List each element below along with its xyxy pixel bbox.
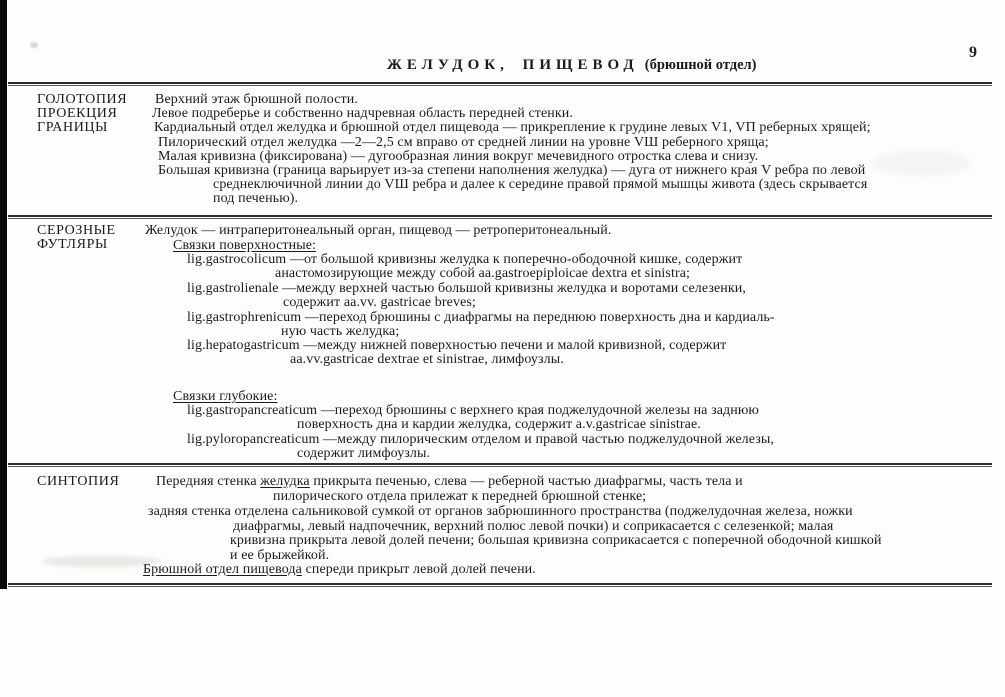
section-label-seroznye: СЕРОЗНЫЕ bbox=[37, 223, 116, 238]
text-line: Малая кривизна (фиксирована) — дугообразная линия вокруг мечевидного отростка слева и снизу. bbox=[158, 149, 759, 164]
text-fragment: Передняя стенка bbox=[156, 474, 261, 489]
ligament-line: ную часть желудка; bbox=[281, 324, 400, 339]
ligament-line: lig.gastrolienale —между верхней частью большой кривизны желудка и воротами селезенки, bbox=[187, 281, 746, 296]
text-line: Верхний этаж брюшной полости. bbox=[155, 92, 358, 107]
page-title-suffix: (брюшной отдел) bbox=[644, 57, 757, 73]
ligament-line: содержит aa.vv. gastricae breves; bbox=[283, 295, 476, 310]
subheading-superficial-ligaments: Связки поверхностные: bbox=[173, 238, 317, 253]
ligament-line: поверхность дна и кардии желудка, содержит a.v.gastricae sinistrae. bbox=[297, 417, 701, 432]
section-label-golotopia: ГОЛОТОПИЯ bbox=[37, 92, 128, 107]
section-label-futlyary: ФУТЛЯРЫ bbox=[37, 237, 108, 252]
section-label-granicy: ГРАНИЦЫ bbox=[37, 120, 108, 135]
section-divider bbox=[8, 215, 992, 219]
text-fragment: спереди прикрыт левой долей печени. bbox=[301, 562, 536, 577]
ligament-line: анастомозирующие между собой aa.gastroepiploicae dextra et sinistra; bbox=[275, 266, 691, 281]
text-line: Желудок — интраперитонеальный орган, пищевод — ретроперитонеальный. bbox=[145, 223, 612, 238]
ligament-line: lig.hepatogastricum —между нижней поверхностью печени и малой кривизной, содержит bbox=[187, 338, 727, 353]
text-line bbox=[156, 474, 743, 489]
scan-smudge bbox=[30, 42, 38, 48]
text-line: Левое подреберье и собственно надчревная область передней стенки. bbox=[152, 106, 573, 121]
text-line: под печенью). bbox=[213, 191, 299, 206]
subheading-deep-ligaments: Связки глубокие: bbox=[173, 389, 278, 404]
text-line: Пилорический отдел желудка —2—2,5 см вправо от средней линии на уровне VШ реберного хряща; bbox=[158, 135, 769, 150]
text-line: кривизна прикрыта левой долей печени; большая кривизна соприкасается с поперечной ободочной кишкой bbox=[230, 533, 882, 548]
underlined-term-zheludka: желудка bbox=[260, 474, 310, 489]
ligament-line: lig.gastropancreaticum —переход брюшины с верхнего края поджелудочной железы на заднюю bbox=[187, 403, 759, 418]
bottom-rule bbox=[8, 583, 992, 587]
text-fragment: прикрыта печенью, слева — реберной частью диафрагмы, часть тела и bbox=[309, 474, 743, 489]
text-line: задняя стенка отделена сальниковой сумкой от органов забрюшинного пространства (поджелудочная железа, ножки bbox=[148, 504, 853, 519]
text-line: Большая кривизна (граница варьирует из-за степени наполнения желудка) — дуга от нижнего края V ребра по левой bbox=[158, 163, 866, 178]
text-line: пилорического отдела прилежат к передней брюшной стенке; bbox=[273, 489, 647, 504]
ligament-line: содержит лимфоузлы. bbox=[297, 446, 431, 461]
ligament-line: aa.vv.gastricae dextrae et sinistrae, лимфоузлы. bbox=[290, 352, 564, 367]
header-rule bbox=[8, 82, 992, 86]
page-number: 9 bbox=[969, 44, 977, 61]
section-label-proekcia: ПРОЕКЦИЯ bbox=[37, 106, 118, 121]
text-line: среднеключичной линии до VШ ребра и далее к середине правой прямой мышцы живота (здесь скрывается bbox=[213, 177, 868, 192]
scan-smudge bbox=[872, 150, 972, 176]
section-divider bbox=[8, 463, 992, 467]
text-line bbox=[143, 562, 536, 577]
text-line: Кардиальный отдел желудка и брюшной отдел пищевода — прикрепление к грудине левых V1, VП реберных хрящей; bbox=[154, 120, 871, 135]
scan-edge-artifact bbox=[0, 0, 7, 589]
text-line: и ее брыжейкой. bbox=[230, 548, 330, 563]
ligament-line: lig.gastrocolicum —от большой кривизны желудка к поперечно-ободочной кишке, содержит bbox=[187, 252, 743, 267]
ligament-line: lig.gastrophrenicum —переход брюшины с диафрагмы на переднюю поверхность дна и кардиаль- bbox=[187, 310, 775, 325]
page-title-main: ЖЕЛУДОК, ПИЩЕВОД bbox=[387, 57, 639, 73]
text-line: диафрагмы, левый надпочечник, верхний полюс левой почки) и соприкасается с селезенкой; малая bbox=[233, 519, 834, 534]
section-label-sintopia: СИНТОПИЯ bbox=[37, 474, 120, 489]
underlined-term-bryushnoy-otdel: Брюшной отдел пищевода bbox=[143, 562, 302, 577]
page-title bbox=[387, 56, 757, 74]
ligament-line: lig.pyloropancreaticum —между пилорическим отделом и правой частью поджелудочной железы, bbox=[187, 432, 774, 447]
